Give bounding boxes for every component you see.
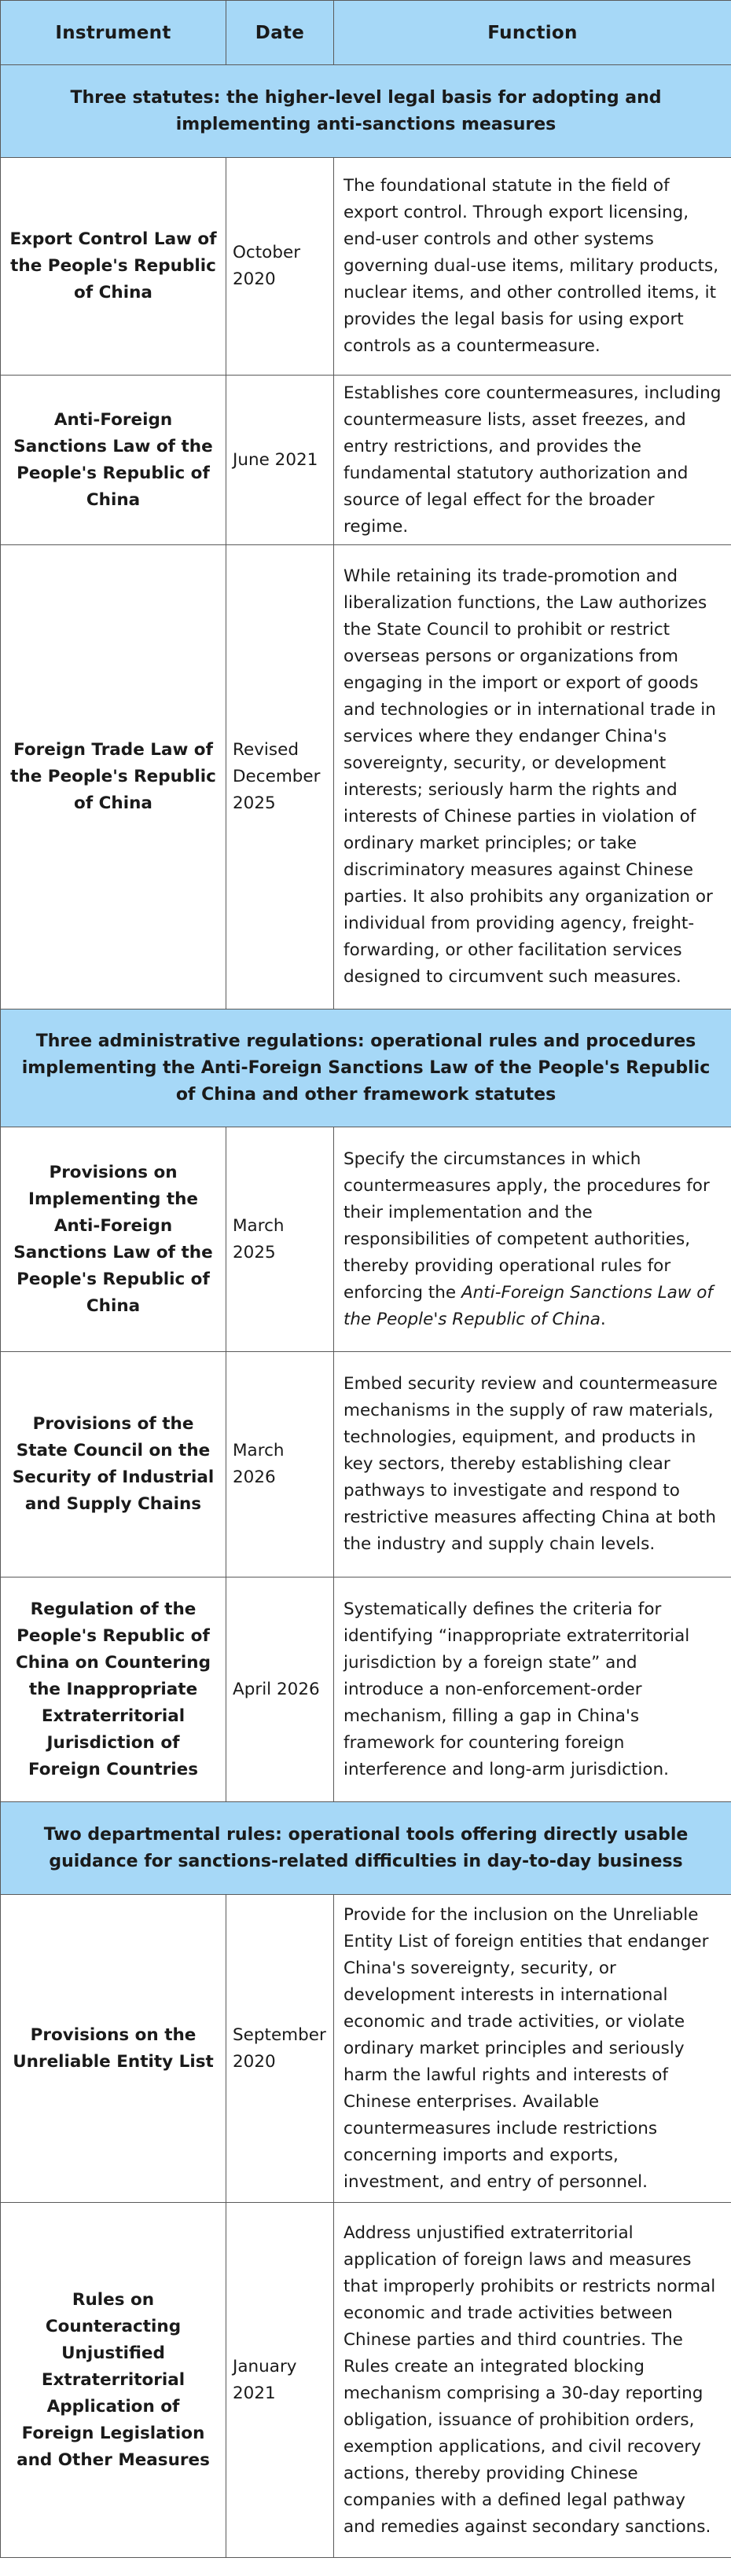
table-row (1, 545, 731, 1010)
table-row (1, 376, 731, 545)
instrument-cell: Export Control Law of the People's Republic of China (1, 158, 226, 376)
table-row (1, 158, 731, 376)
section-header-row (1, 1010, 731, 1127)
section-header-row (1, 1802, 731, 1895)
date-cell: September 2020 (226, 1895, 334, 2203)
function-text: Specify the circumstances in which countermeasures apply, the procedures for their implementation and the responsibilities of competent authorities, thereby providing operational rules for enforcing the (343, 1149, 710, 1303)
function-cell (334, 1127, 731, 1352)
section-header-row (1, 65, 731, 158)
table-row (1, 2203, 731, 2558)
instrument-cell: Provisions of the State Council on the Security of Industrial and Supply Chains (1, 1352, 226, 1577)
statute-title-emphasis: Anti-Foreign Sanctions Law of the People's Republic of China (343, 1282, 713, 1329)
instrument-cell: Provisions on the Unreliable Entity List (1, 1895, 226, 2203)
function-cell: Address unjustified extraterritorial application of foreign laws and measures that improperly prohibits or restricts normal economic and trade activities between Chinese parties and third countries. The Rules create an integrated blocking mechanism comprising a 30-day reporting obligation, issuance of prohibition orders, exemption applications, and civil recovery actions, thereby providing Chinese companies with a defined legal pathway and remedies against secondary sanctions. (334, 2203, 731, 2558)
function-text-end: . (600, 1309, 606, 1329)
date-cell: Revised December 2025 (226, 545, 334, 1010)
instrument-column-header: Instrument (1, 1, 226, 65)
table-row (1, 1352, 731, 1577)
section-title-departmental-rules: Two departmental rules: operational tools offering directly usable guidance for sanctions-related difficulties in day-to-day business (1, 1802, 731, 1895)
date-cell: March 2025 (226, 1127, 334, 1352)
header-row (1, 1, 731, 65)
instrument-cell: Anti-Foreign Sanctions Law of the People's Republic of China (1, 376, 226, 545)
instrument-cell: Regulation of the People's Republic of China on Countering the Inappropriate Extraterritorial Jurisdiction of Foreign Countries (1, 1577, 226, 1802)
date-cell: March 2026 (226, 1352, 334, 1577)
function-cell: Provide for the inclusion on the Unreliable Entity List of foreign entities that endanger China's sovereignty, security, or development interests in international economic and trade activities, or violate ordinary market principles and seriously harm the lawful rights and interests of Chinese enterprises. Available countermeasures include restrictions concerning imports and exports, investment, and entry of personnel. (334, 1895, 731, 2203)
function-cell: Establishes core countermeasures, including countermeasure lists, asset freezes, and entry restrictions, and provides the fundamental statutory authorization and source of legal effect for the broader regime. (334, 376, 731, 545)
function-cell: Embed security review and countermeasure mechanisms in the supply of raw materials, technologies, equipment, and products in key sectors, thereby establishing clear pathways to investigate and respond to restrictive measures affecting China at both the industry and supply chain levels. (334, 1352, 731, 1577)
date-cell: June 2021 (226, 376, 334, 545)
instrument-cell: Rules on Counteracting Unjustified Extraterritorial Application of Foreign Legislation and Other Measures (1, 2203, 226, 2558)
table-row (1, 1127, 731, 1352)
date-cell: April 2026 (226, 1577, 334, 1802)
function-cell: While retaining its trade-promotion and liberalization functions, the Law authorizes the State Council to prohibit or restrict overseas persons or organizations from engaging in the import or export of goods and technologies or in international trade in services where they endanger China's sovereignty, security, or development interests; seriously harm the rights and interests of Chinese parties in violation of ordinary market principles; or take discriminatory measures against Chinese parties. It also prohibits any organization or individual from providing agency, freight-forwarding, or other facilitation services designed to circumvent such measures. (334, 545, 731, 1010)
function-cell: Systematically defines the criteria for identifying “inappropriate extraterritorial jurisdiction by a foreign state” and introduce a non-enforcement-order mechanism, filling a gap in China's framework for countering foreign interference and long-arm jurisdiction. (334, 1577, 731, 1802)
section-title-administrative-regulations: Three administrative regulations: operational rules and procedures implementing the Anti-Foreign Sanctions Law of the People's Republic of China and other framework statutes (1, 1010, 731, 1127)
date-cell: October 2020 (226, 158, 334, 376)
function-column-header: Function (334, 1, 731, 65)
date-column-header: Date (226, 1, 334, 65)
function-cell: The foundational statute in the field of export control. Through export licensing, end-user controls and other systems governing dual-use items, military products, nuclear items, and other controlled items, it provides the legal basis for using export controls as a countermeasure. (334, 158, 731, 376)
section-title-statutes: Three statutes: the higher-level legal basis for adopting and implementing anti-sanctions measures (1, 65, 731, 158)
table-row (1, 1895, 731, 2203)
instrument-cell: Foreign Trade Law of the People's Republic of China (1, 545, 226, 1010)
instrument-cell: Provisions on Implementing the Anti-Foreign Sanctions Law of the People's Republic of China (1, 1127, 226, 1352)
table-row (1, 1577, 731, 1802)
date-cell: January 2021 (226, 2203, 334, 2558)
